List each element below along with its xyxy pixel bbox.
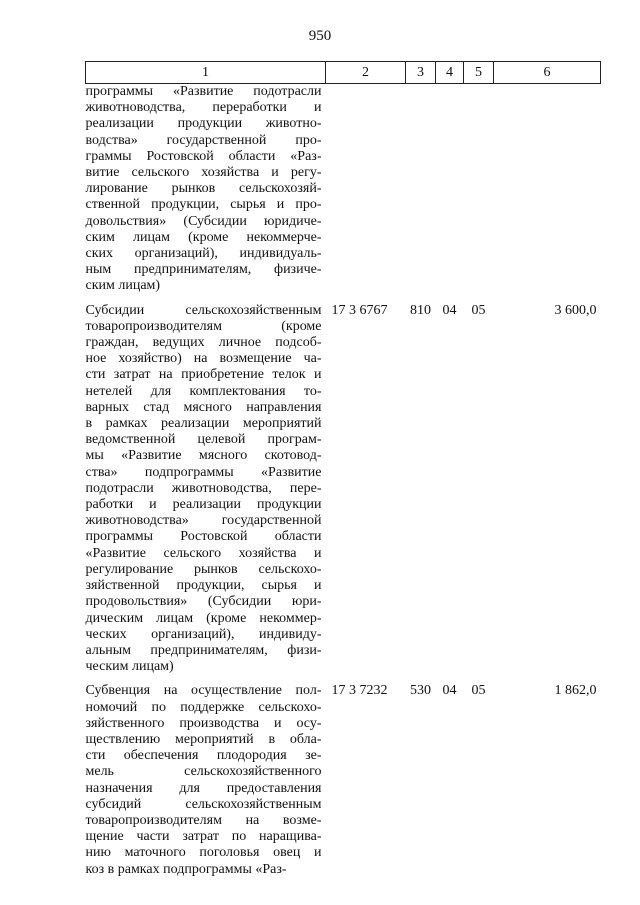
description-line: реализации продукции животно-	[85, 116, 322, 132]
description-line: варных стад мясного направления	[85, 399, 322, 415]
description-line: ства» подпрограммы «Развитие	[85, 464, 322, 480]
description-line: номочий по поддержке сельскохо-	[85, 699, 322, 715]
description-line: ное хозяйство) на возмещение ча-	[85, 351, 322, 367]
description-line: товаропроизводителям на возме-	[85, 812, 322, 828]
section-code: 04	[442, 302, 457, 318]
amount-value	[494, 84, 601, 295]
page-number: 950	[308, 28, 332, 44]
description-line: ществлению мероприятий в обла-	[85, 731, 322, 747]
description-line: альным предпринимателям, физи-	[85, 642, 322, 658]
target-article-code	[326, 84, 406, 295]
column-header-4: 4	[436, 62, 464, 84]
description-line: товаропроизводителям (кроме	[85, 318, 322, 334]
description-line: коз в рамках подпрограммы «Раз-	[85, 861, 287, 877]
column-header-3: 3	[406, 62, 436, 84]
subsection-code	[464, 84, 494, 295]
description-line: довольствия» (Субсидии юридиче-	[85, 213, 322, 229]
description-line: зяйственной продукции, сырья и	[85, 578, 322, 594]
table-row	[86, 675, 601, 877]
description-line: дическим лицам (кроме некоммер-	[85, 610, 322, 626]
description-line: ским лицам (кроме некоммерче-	[85, 229, 322, 245]
column-number-header-row	[86, 62, 601, 84]
description-line: работки и реализации продукции	[85, 497, 322, 513]
expense-type-code: 810	[410, 302, 431, 318]
description-line: ческим лицам)	[85, 659, 174, 675]
description-line: мы «Развитие мясного скотовод-	[85, 448, 322, 464]
description-line: регулирование рынков сельскохо-	[85, 561, 322, 577]
description-line: подотрасли животноводства, пере-	[85, 480, 322, 496]
description-line: граждан, ведущих личное подсоб-	[85, 335, 322, 351]
description-line: назначения для предоставления	[85, 780, 322, 796]
description-line: животноводства, переработки и	[85, 100, 322, 116]
column-header-6: 6	[494, 62, 601, 84]
description-line: сти обеспечения плодородия зе-	[85, 748, 322, 764]
table-body	[86, 84, 601, 878]
description-line: продовольствия» (Субсидии юри-	[85, 594, 322, 610]
target-article-code: 17 3 6767	[331, 302, 388, 318]
description-line: программы «Развитие подотрасли	[85, 84, 322, 99]
budget-table	[85, 61, 601, 878]
description-line: ственной продукции, сырья и про-	[85, 197, 322, 213]
description-line: ческих организаций), индивиду-	[85, 626, 322, 642]
description-line: ских организаций), индивидуаль-	[85, 246, 322, 262]
description-line: граммы Ростовской области «Раз-	[85, 148, 322, 164]
description-line: Субвенция на осуществление пол-	[85, 683, 322, 699]
subsection-code: 05	[471, 302, 486, 318]
description-line: ведомственной целевой програм-	[85, 432, 322, 448]
description-line: щение части затрат по наращива-	[85, 829, 322, 845]
amount-value: 1 862,0	[554, 683, 597, 699]
description-line: ным предпринимателям, физиче-	[85, 262, 322, 278]
target-article-code: 17 3 7232	[331, 683, 388, 699]
column-header-2: 2	[326, 62, 406, 84]
subsection-code: 05	[471, 683, 486, 699]
section-code: 04	[442, 683, 457, 699]
description-line: нию маточного поголовья овец и	[85, 845, 322, 861]
description-line: программы Ростовской области	[85, 529, 322, 545]
description-line: лирование рынков сельскохозяй-	[85, 181, 322, 197]
description-line: сти затрат на приобретение телок и	[85, 367, 322, 383]
description-line: мель сельскохозяйственного	[85, 764, 322, 780]
table-row	[86, 295, 601, 676]
description-line: животноводства» государственной	[85, 513, 322, 529]
description-line: водства» государственной про-	[85, 132, 322, 148]
description-line: «Развитие сельского хозяйства и	[85, 545, 322, 561]
description-line: витие сельского хозяйства и регу-	[85, 165, 322, 181]
table-row	[86, 84, 601, 295]
description-line: субсидий сельскохозяйственным	[85, 796, 322, 812]
row-description	[86, 675, 326, 877]
expense-type-code: 530	[410, 683, 431, 699]
row-description	[86, 84, 326, 295]
amount-value: 3 600,0	[554, 302, 597, 318]
column-header-5: 5	[464, 62, 494, 84]
expense-type-code	[406, 84, 436, 295]
description-line: зяйственного производства и осу-	[85, 715, 322, 731]
description-line: Субсидии сельскохозяйственным	[85, 302, 322, 318]
description-line: ским лицам)	[85, 278, 161, 294]
description-line: в рамках реализации мероприятий	[85, 416, 322, 432]
row-description	[86, 295, 326, 676]
description-line: нетелей для комплектования то-	[85, 383, 322, 399]
column-header-1: 1	[86, 62, 326, 84]
section-code	[436, 84, 464, 295]
